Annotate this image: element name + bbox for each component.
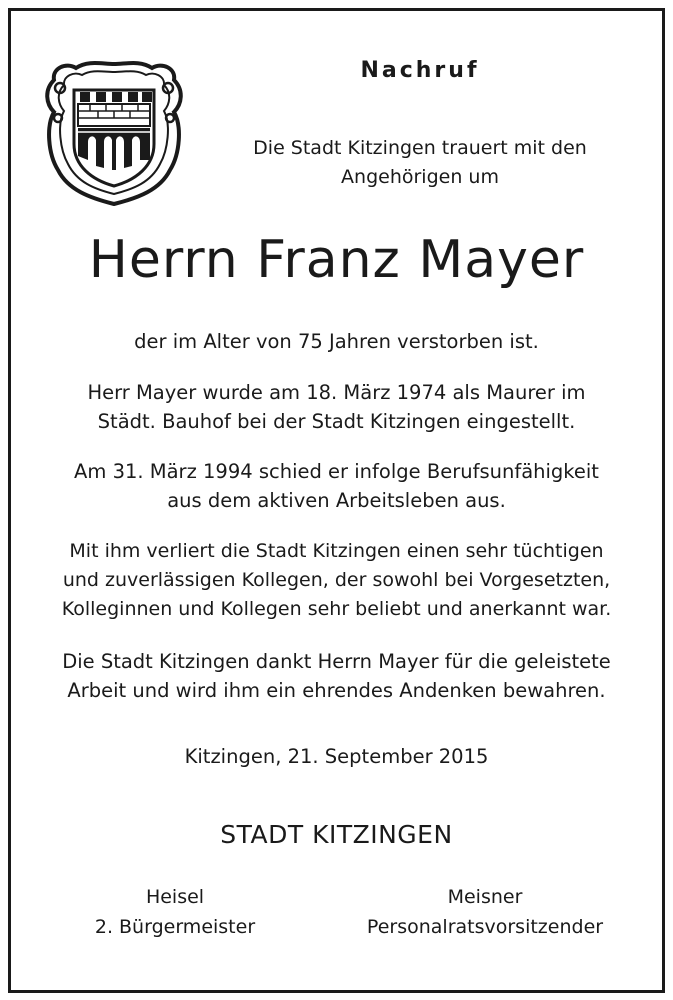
paragraph-line: Am 31. März 1994 schied er infolge Berufsunfähigkeit (74, 460, 599, 483)
signatory (340, 882, 630, 942)
city-coat-of-arms-icon (44, 58, 184, 206)
intro-text (200, 134, 640, 192)
obituary-heading: Nachruf (360, 58, 480, 83)
place-and-date: Kitzingen, 21. September 2015 (184, 745, 489, 768)
age-paragraph (20, 327, 653, 356)
signatory-role: 2. Bürgermeister (94, 916, 256, 938)
signatory-role: Personalratsvorsitzender (366, 916, 604, 938)
intro-line: Angehörigen um (341, 166, 499, 188)
tribute-paragraph (20, 537, 653, 624)
paragraph-line: Herr Mayer wurde am 18. März 1974 als Maurer im (87, 381, 586, 404)
organization-name: STADT KITZINGEN (220, 820, 453, 849)
deceased-name: Herrn Franz Mayer (88, 230, 585, 290)
signatory-name: Heisel (145, 886, 205, 908)
retirement-paragraph (20, 457, 653, 515)
paragraph-line: Kolleginnen und Kollegen sehr beliebt und anerkannt war. (61, 598, 612, 620)
paragraph-line: aus dem aktiven Arbeitsleben aus. (167, 489, 506, 512)
signatory (60, 882, 290, 942)
thanks-paragraph (20, 647, 653, 705)
paragraph-line: Arbeit und wird ihm ein ehrendes Andenken bewahren. (67, 679, 606, 702)
paragraph-line: der im Alter von 75 Jahren verstorben ist. (134, 330, 539, 353)
paragraph-line: Städt. Bauhof bei der Stadt Kitzingen eingestellt. (97, 410, 576, 433)
employment-paragraph (20, 378, 653, 436)
paragraph-line: Die Stadt Kitzingen dankt Herrn Mayer für die geleistete (62, 650, 611, 673)
intro-line: Die Stadt Kitzingen trauert mit den (253, 137, 587, 159)
paragraph-line: und zuverlässigen Kollegen, der sowohl bei Vorgesetzten, (62, 569, 611, 591)
paragraph-line: Mit ihm verliert die Stadt Kitzingen einen sehr tüchtigen (69, 540, 604, 562)
signatory-name: Meisner (447, 886, 523, 908)
